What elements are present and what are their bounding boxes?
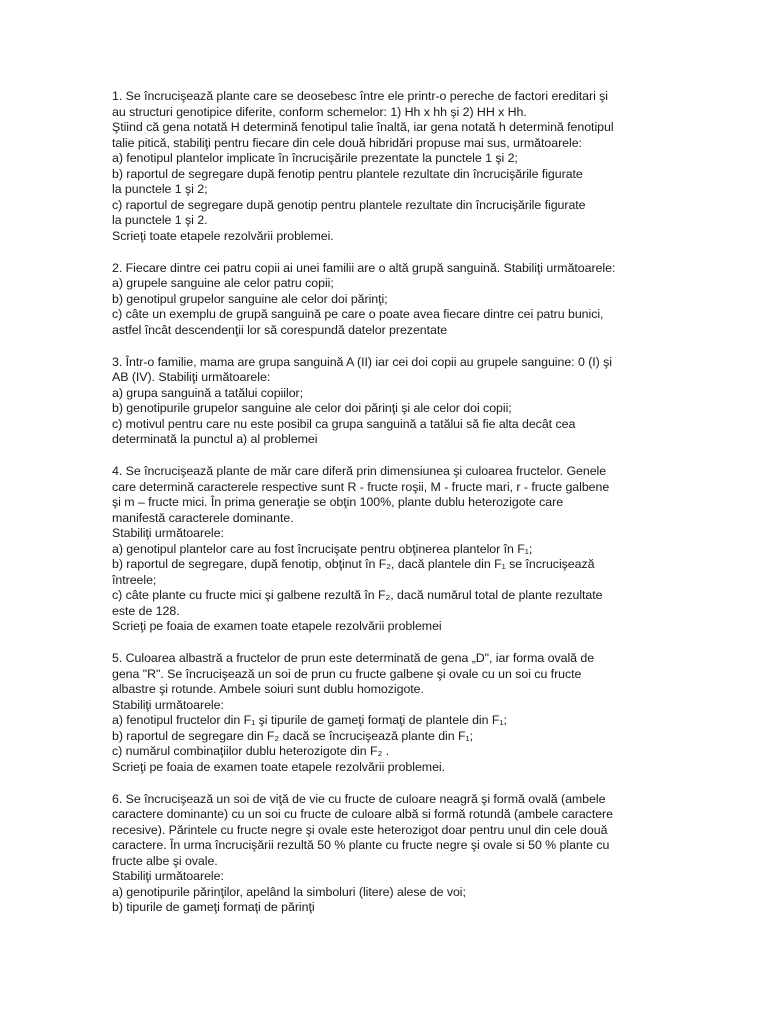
problem-separator xyxy=(112,775,657,792)
problem-line: a) genotipul plantelor care au fost încrucişate pentru obţinerea plantelor în F₁; xyxy=(112,541,533,556)
problem-line: au structuri genotipice diferite, conform schemelor: 1) Hh x hh şi 2) HH x Hh. xyxy=(112,104,527,119)
problem-line: a) grupele sanguine ale celor patru copii; xyxy=(112,276,334,290)
problem-line: Scrieţi pe foaia de examen toate etapele rezolvării problemei. xyxy=(112,759,446,774)
problem-line: Ştiind că gena notată H determină fenotipul talie înaltă, iar gena notată h determină fenotipul xyxy=(112,120,614,134)
problem-separator xyxy=(112,244,657,261)
problem-line: b) genotipul grupelor sanguine ale celor doi părinţi; xyxy=(112,291,388,306)
problem-separator xyxy=(112,448,657,465)
problem-line: gena "R". Se încrucişează un soi de prun cu fructe galbene şi ovale cu un soi cu fructe xyxy=(112,666,582,681)
problem-line: la punctele 1 şi 2. xyxy=(112,213,208,227)
problem-line: c) raportul de segregare după genotip pentru plantele rezultate din încrucişările figurate xyxy=(112,197,586,212)
problem-5 xyxy=(112,651,657,775)
problem-line: 2. Fiecare dintre cei patru copii ai unei familii are o altă grupă sanguină. Stabiliţi următoarele: xyxy=(112,260,616,275)
problem-line: caractere. În urma încrucişării rezultă 50 % plante cu fructe negre şi ovale si 50 % plante cu xyxy=(112,838,610,852)
problem-line: a) fenotipul plantelor implicate în încrucişările prezentate la punctele 1 şi 2; xyxy=(112,151,518,165)
problem-separator xyxy=(112,635,657,652)
problem-line: b) genotipurile grupelor sanguine ale celor doi părinţi şi ale celor doi copii; xyxy=(112,401,512,415)
problem-line: b) tipurile de gameţi formaţi de părinţi xyxy=(112,900,315,914)
problem-line: fructe albe şi ovale. xyxy=(112,853,218,868)
problem-6 xyxy=(112,792,657,916)
problem-line: a) grupa sanguină a tatălui copiilor; xyxy=(112,385,304,400)
problem-line: recesive). Părintele cu fructe negre şi ovale este heterozigot doar pentru unul din cele două xyxy=(112,822,608,837)
problem-line: c) câte plante cu fructe mici şi galbene rezultă în F₂, dacă numărul total de plante rezultate xyxy=(112,588,603,602)
problem-line: c) motivul pentru care nu este posibil ca grupa sanguină a tatălui să fie alta decât cea xyxy=(112,416,576,431)
problem-line: c) câte un exemplu de grupă sanguină pe care o poate avea fiecare dintre cei patru bunici, xyxy=(112,307,604,321)
problem-line: b) raportul de segregare după fenotip pentru plantele rezultate din încrucişările figurate xyxy=(112,166,583,181)
problem-2 xyxy=(112,261,657,339)
problem-line: b) raportul de segregare din F₂ dacă se încrucişează plante din F₁; xyxy=(112,728,474,743)
problem-line: 5. Culoarea albastră a fructelor de prun este determinată de gena „D", iar forma ovală de xyxy=(112,651,595,665)
problem-line: determinată la punctul a) al problemei xyxy=(112,432,318,446)
problem-line: este de 128. xyxy=(112,603,180,618)
problem-4 xyxy=(112,464,657,635)
worksheet-document xyxy=(112,89,657,916)
problem-line: 1. Se încrucişează plante care se deosebesc între ele printr-o pereche de factori ereditari şi xyxy=(112,89,609,103)
problem-line: astfel încât descendenţii lor să corespundă datelor prezentate xyxy=(112,322,448,337)
problem-line: Stabiliţi următoarele: xyxy=(112,526,224,540)
problem-1 xyxy=(112,89,657,244)
problem-line: Scrieţi toate etapele rezolvării problemei. xyxy=(112,228,334,243)
problem-line: b) raportul de segregare, după fenotip, obţinut în F₂, dacă plantele din F₁ se încrucişează xyxy=(112,557,595,571)
problem-line: Scrieţi pe foaia de examen toate etapele rezolvării problemei xyxy=(112,619,442,633)
problem-line: caractere dominante) cu un soi cu fructe de culoare albă si formă rotundă (ambele caractere xyxy=(112,807,613,821)
problem-3 xyxy=(112,355,657,448)
problem-line: AB (IV). Stabiliţi următoarele: xyxy=(112,370,271,384)
problem-line: c) numărul combinaţiilor dublu heterozigote din F₂ . xyxy=(112,744,390,758)
problem-line: la punctele 1 şi 2; xyxy=(112,182,208,196)
problem-line: manifestă caracterele dominante. xyxy=(112,510,294,525)
problem-line: întreele; xyxy=(112,572,157,587)
problem-line: 6. Se încrucişează un soi de viţă de vie cu fructe de culoare neagră şi formă ovală (ambele xyxy=(112,791,606,806)
problem-line: 3. Într-o familie, mama are grupa sanguină A (II) iar cei doi copii au grupele sanguine: 0 (I) şi xyxy=(112,354,612,369)
problem-separator xyxy=(112,338,657,355)
problem-line: a) genotipurile părinţilor, apelând la simboluri (litere) alese de voi; xyxy=(112,884,466,899)
problem-line: a) fenotipul fructelor din F₁ şi tipurile de gameţi formaţi de plantele din F₁; xyxy=(112,713,507,727)
problem-line: 4. Se încrucişează plante de măr care diferă prin dimensiunea şi culoarea fructelor. Genele xyxy=(112,464,607,478)
problem-line: talie pitică, stabiliţi pentru fiecare din cele două hibridări propuse mai sus, următoarele: xyxy=(112,135,582,150)
problem-line: Stabiliţi următoarele: xyxy=(112,697,224,712)
problem-line: care determină caracterele respective sunt R - fructe roşii, M - fructe mari, r - fructe galbene xyxy=(112,479,610,494)
problem-line: albastre şi rotunde. Ambele soiuri sunt dublu homozigote. xyxy=(112,682,424,696)
problem-line: Stabiliţi următoarele: xyxy=(112,869,224,883)
problem-line: şi m – fructe mici. În prima generaţie se obţin 100%, plante dublu heterozigote care xyxy=(112,495,564,509)
